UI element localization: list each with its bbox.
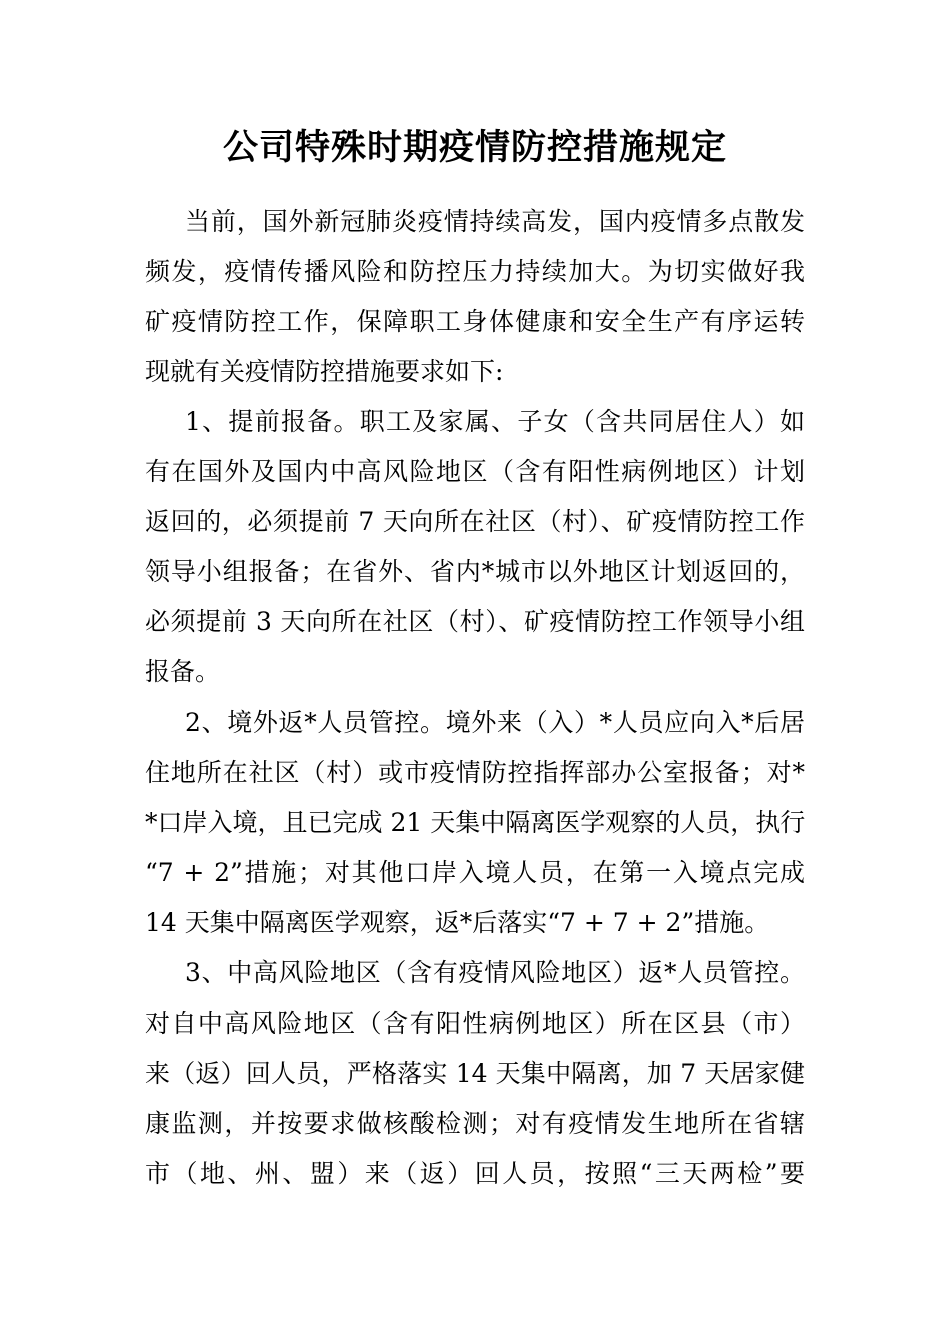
paragraph-line: 康监测，并按要求做核酸检测；对有疫情发生地所在省辖 [145,1109,805,1138]
paragraph-line: 对自中高风险地区（含有阳性病例地区）所在区县（市） [145,1009,805,1038]
paragraph-line: “7 + 2”措施；对其他口岸入境人员，在第一入境点完成 [145,858,805,887]
paragraph-line: 当前，国外新冠肺炎疫情持续高发，国内疫情多点散发 [185,207,805,236]
paragraph-line: 矿疫情防控工作，保障职工身体健康和安全生产有序运转 [145,307,805,336]
paragraph-line: 2、境外返*人员管控。境外来（入）*人员应向入*后居 [185,708,805,737]
paragraph-line: 频发，疫情传播风险和防控压力持续加大。为切实做好我 [145,257,805,286]
paragraph-line: 领导小组报备；在省外、省内*城市以外地区计划返回的， [145,557,805,586]
paragraph-line: 3、中高风险地区（含有疫情风险地区）返*人员管控。 [185,958,805,987]
paragraph-line: *口岸入境，且已完成 21 天集中隔离医学观察的人员，执行 [145,808,806,837]
paragraph-line: 有在国外及国内中高风险地区（含有阳性病例地区）计划 [145,457,805,486]
document-title: 公司特殊时期疫情防控措施规定 [222,127,727,168]
paragraph-line: 报备。 [145,657,221,686]
paragraph-line: 必须提前 3 天向所在社区（村）、矿疫情防控工作领导小组 [145,607,805,636]
paragraph-line: 1、提前报备。职工及家属、子女（含共同居住人）如 [185,407,805,436]
paragraph-line: 来（返）回人员，严格落实 14 天集中隔离，加 7 天居家健 [145,1059,805,1088]
paragraph-line: 市（地、州、盟）来（返）回人员，按照“三天两检”要 [145,1159,805,1188]
paragraph-line: 返回的，必须提前 7 天向所在社区（村）、矿疫情防控工作 [145,507,805,536]
paragraph-line: 14 天集中隔离医学观察，返*后落实“7 + 7 + 2”措施。 [145,908,770,937]
paragraph-line: 现就有关疫情防控措施要求如下: [145,357,504,386]
paragraph-line: 住地所在社区（村）或市疫情防控指挥部办公室报备；对* [145,758,805,787]
